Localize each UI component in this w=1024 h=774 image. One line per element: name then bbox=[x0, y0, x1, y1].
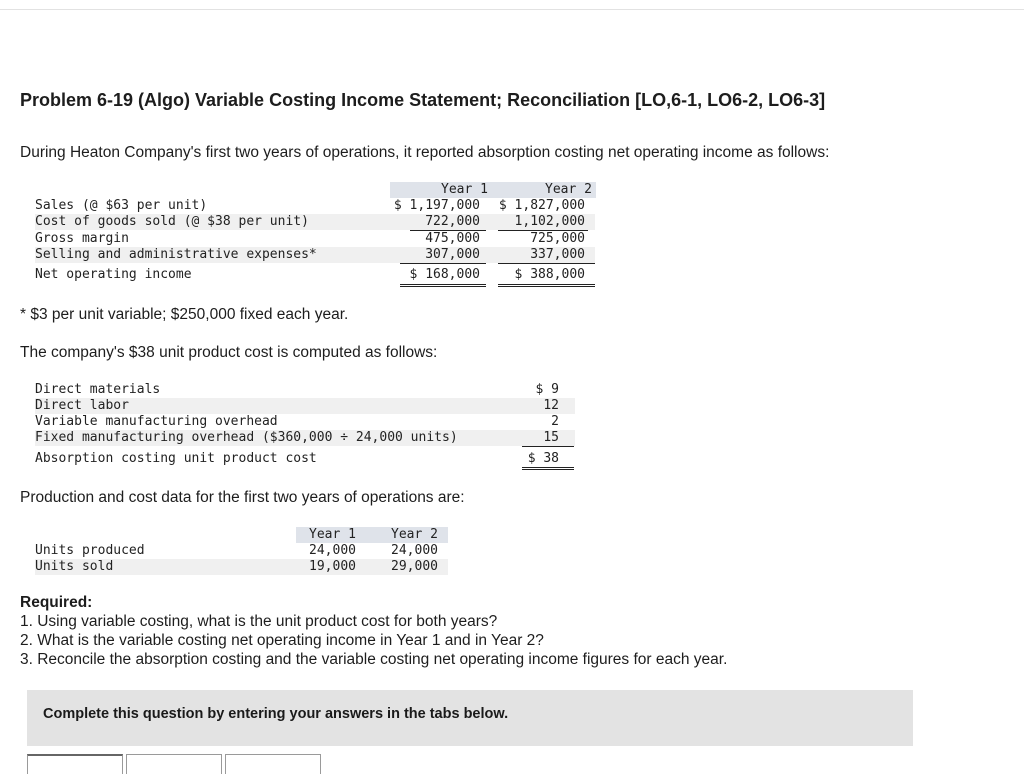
underline bbox=[522, 446, 574, 447]
tab-required-3[interactable] bbox=[225, 754, 321, 774]
row-value: $ 9 bbox=[535, 382, 559, 397]
double-underline bbox=[522, 467, 574, 470]
year-2-value: 29,000 bbox=[391, 559, 438, 574]
header-year-1: Year 1 bbox=[441, 182, 488, 197]
row-value: 15 bbox=[543, 430, 559, 445]
row-label: Absorption costing unit product cost bbox=[35, 451, 317, 466]
instruction-text: Complete this question by entering your answers in the tabs below. bbox=[43, 706, 509, 722]
year-1-value: $ 168,000 bbox=[409, 267, 480, 282]
instruction-box bbox=[27, 690, 913, 746]
year-1-value: 19,000 bbox=[309, 559, 356, 574]
tab-required-2[interactable] bbox=[126, 754, 222, 774]
year-2-value: 337,000 bbox=[530, 247, 585, 262]
row-label: Units sold bbox=[35, 559, 114, 574]
income-row-net-operating-income bbox=[35, 267, 595, 283]
unit-cost-row bbox=[35, 382, 575, 398]
year-1-value: $ 1,197,000 bbox=[393, 198, 480, 213]
year-2-value: $ 388,000 bbox=[514, 267, 585, 282]
top-divider bbox=[0, 9, 1024, 10]
year-1-value: 475,000 bbox=[425, 231, 480, 246]
required-section bbox=[20, 593, 727, 669]
required-item-2: 2. What is the variable costing net operating income in Year 1 and in Year 2? bbox=[20, 632, 544, 649]
unit-cost-row bbox=[35, 430, 575, 446]
income-table-header bbox=[390, 182, 596, 198]
double-underline bbox=[498, 284, 595, 287]
year-1-value: 24,000 bbox=[309, 543, 356, 558]
unit-cost-row bbox=[35, 398, 575, 414]
row-label: Sales (@ $63 per unit) bbox=[35, 198, 208, 213]
intro-text: During Heaton Company's first two years of operations, it reported absorption costing net operating income as follows: bbox=[20, 144, 830, 161]
underline bbox=[400, 263, 486, 264]
tab-required-1[interactable] bbox=[27, 754, 123, 774]
row-label: Cost of goods sold (@ $38 per unit) bbox=[35, 214, 309, 229]
row-label: Variable manufacturing overhead bbox=[35, 414, 278, 429]
footnote: * $3 per unit variable; $250,000 fixed each year. bbox=[20, 306, 349, 323]
production-intro: Production and cost data for the first two years of operations are: bbox=[20, 489, 465, 506]
year-2-value: $ 1,827,000 bbox=[498, 198, 585, 213]
unit-cost-total-row bbox=[35, 451, 575, 467]
row-value: 2 bbox=[551, 414, 559, 429]
row-label: Direct materials bbox=[35, 382, 161, 397]
required-item-1: 1. Using variable costing, what is the unit product cost for both years? bbox=[20, 613, 498, 630]
income-row-cogs bbox=[35, 214, 595, 230]
row-value: $ 38 bbox=[527, 451, 559, 466]
double-underline bbox=[400, 284, 486, 287]
year-1-value: 307,000 bbox=[425, 247, 480, 262]
year-1-value: 722,000 bbox=[425, 214, 480, 229]
required-item-3: 3. Reconcile the absorption costing and the variable costing net operating income figures for each year. bbox=[20, 651, 728, 668]
income-row-gross-margin bbox=[35, 231, 595, 247]
production-row bbox=[35, 559, 448, 575]
header-year-1: Year 1 bbox=[309, 527, 356, 542]
income-row-sales bbox=[35, 198, 595, 214]
row-label: Net operating income bbox=[35, 267, 192, 282]
header-year-2: Year 2 bbox=[391, 527, 438, 542]
income-row-selling-admin bbox=[35, 247, 595, 263]
production-row bbox=[35, 543, 448, 559]
row-label: Units produced bbox=[35, 543, 145, 558]
row-label: Direct labor bbox=[35, 398, 129, 413]
unit-cost-row bbox=[35, 414, 575, 430]
underline bbox=[498, 263, 595, 264]
row-value: 12 bbox=[543, 398, 559, 413]
header-year-2: Year 2 bbox=[545, 182, 592, 197]
unit-cost-intro: The company's $38 unit product cost is computed as follows: bbox=[20, 344, 438, 361]
year-2-value: 725,000 bbox=[530, 231, 585, 246]
year-2-value: 1,102,000 bbox=[514, 214, 585, 229]
row-label: Fixed manufacturing overhead ($360,000 ÷ 24,000 units) bbox=[35, 430, 458, 445]
production-table-header bbox=[296, 527, 448, 543]
row-label: Selling and administrative expenses* bbox=[35, 247, 317, 262]
row-label: Gross margin bbox=[35, 231, 129, 246]
year-2-value: 24,000 bbox=[391, 543, 438, 558]
required-heading: Required: bbox=[20, 594, 93, 611]
problem-title: Problem 6-19 (Algo) Variable Costing Income Statement; Reconciliation [LO,6-1, LO6-2, LO6-3] bbox=[20, 90, 826, 110]
